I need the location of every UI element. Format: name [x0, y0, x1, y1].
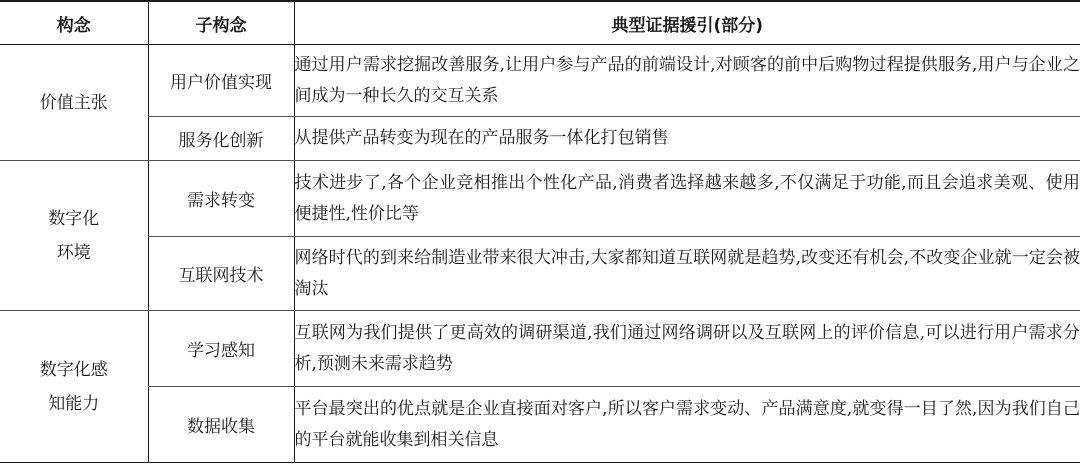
concept-text: 数字化感知能力: [39, 359, 108, 414]
concept-text: 数字化环境: [48, 208, 100, 263]
subconcept-cell: 学习感知: [148, 311, 294, 387]
header-row: [0, 1, 1080, 45]
table-row: [0, 311, 1080, 387]
table-row: [0, 161, 1080, 237]
subconcept-cell: 互联网技术: [148, 237, 294, 311]
evidence-cell: 从提供产品转变为现在的产品服务一体化打包销售: [294, 117, 1080, 161]
evidence-cell: 平台最突出的优点就是企业直接面对客户,所以客户需求变动、产品满意度,就变得一目了然,因为我们自己的平台就能收集到相关信息: [294, 387, 1080, 463]
table-row: [0, 117, 1080, 161]
table-row: [0, 237, 1080, 311]
subconcept-cell: 用户价值实现: [148, 45, 294, 117]
subconcept-cell: 服务化创新: [148, 117, 294, 161]
evidence-cell: 通过用户需求挖掘改善服务,让用户参与产品的前端设计,对顾客的前中后购物过程提供服务,用户与企业之间成为一种长久的交互关系: [294, 45, 1080, 117]
concept-cell: [0, 161, 148, 311]
table-row: [0, 45, 1080, 117]
subconcept-cell: 数据收集: [148, 387, 294, 463]
header-subconcept: 子构念: [148, 1, 294, 45]
header-concept: 构念: [0, 1, 148, 45]
concept-cell: 价值主张: [0, 45, 148, 161]
header-evidence: 典型证据援引(部分): [294, 1, 1080, 45]
subconcept-cell: 需求转变: [148, 161, 294, 237]
evidence-cell: 网络时代的到来给制造业带来很大冲击,大家都知道互联网就是趋势,改变还有机会,不改变企业就一定会被淘汰: [294, 237, 1080, 311]
table-row: [0, 387, 1080, 463]
evidence-cell: 互联网为我们提供了更高效的调研渠道,我们通过网络调研以及互联网上的评价信息,可以进行用户需求分析,预测未来需求趋势: [294, 311, 1080, 387]
concept-cell: [0, 311, 148, 463]
evidence-cell: 技术进步了,各个企业竞相推出个性化产品,消费者选择越来越多,不仅满足于功能,而且会追求美观、使用便捷性,性价比等: [294, 161, 1080, 237]
